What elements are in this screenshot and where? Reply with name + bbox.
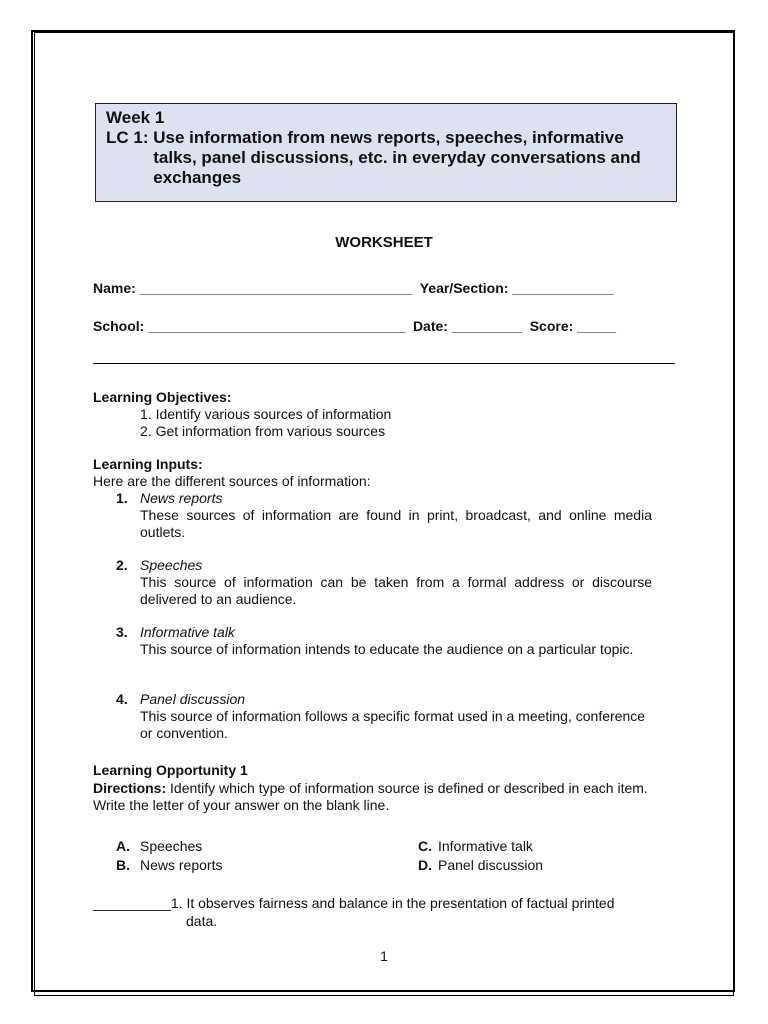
input-number: 1. [116,490,128,506]
question-text: 1. It observes fairness and balance in the presentation of factual printed [170,895,615,911]
question-1-continuation: data. [186,913,218,929]
choice-text: Panel discussion [438,857,544,873]
input-name: Speeches [140,557,203,573]
choice-letter: B. [116,857,130,873]
choice-letter: A. [116,838,130,854]
objective-item: 2. Get information from various sources [140,423,386,439]
lc-text: Use information from news reports, speeches, informative talks, panel discussions, etc. in everyday conversations and exchanges [153,128,641,187]
opportunity-heading: Learning Opportunity 1 [93,762,248,778]
objective-item: 1. Identify various sources of information [140,406,392,422]
directions-text: Identify which type of information source is defined or described in each item. Write the letter of your answer on the blank line. [93,780,648,813]
input-name: Panel discussion [140,691,246,707]
directions-label: Directions: [93,780,167,796]
lc-code: LC 1: [106,128,154,147]
input-number: 2. [116,557,128,573]
inputs-intro: Here are the different sources of information: [93,473,371,489]
choice-text: Informative talk [438,838,533,854]
school-date-score-fields: School: _________________________________ Date: _________ Score: _____ [93,318,617,334]
choice-text: News reports [140,857,223,873]
lesson-header-box [95,103,677,202]
objectives-heading: Learning Objectives: [93,389,232,405]
worksheet-title: WORKSHEET [335,234,433,251]
answer-blank: __________ [93,895,171,911]
choice-letter: C. [418,838,432,854]
week-label: Week 1 [106,108,165,127]
input-name: Informative talk [140,624,235,640]
input-desc: This source of information follows a specific format used in a meeting, conference or convention. [140,708,646,741]
input-number: 4. [116,691,128,707]
input-number: 3. [116,624,128,640]
divider-line [93,363,675,364]
page-number: 1 [380,948,388,964]
input-desc: These sources of information are found in print, broadcast, and online media outlets. [140,507,652,540]
directions [93,780,683,814]
name-year-fields: Name: ___________________________________ Year/Section: _____________ [93,280,614,296]
lc-line [106,128,666,188]
choice-text: Speeches [140,838,203,854]
question-1 [93,895,615,912]
input-desc: This source of information can be taken from a formal address or discourse delivered to an audience. [140,574,652,607]
choice-letter: D. [418,857,432,873]
input-desc: This source of information intends to educate the audience on a particular topic. [140,641,634,657]
inputs-heading: Learning Inputs: [93,456,203,472]
input-name: News reports [140,490,223,506]
